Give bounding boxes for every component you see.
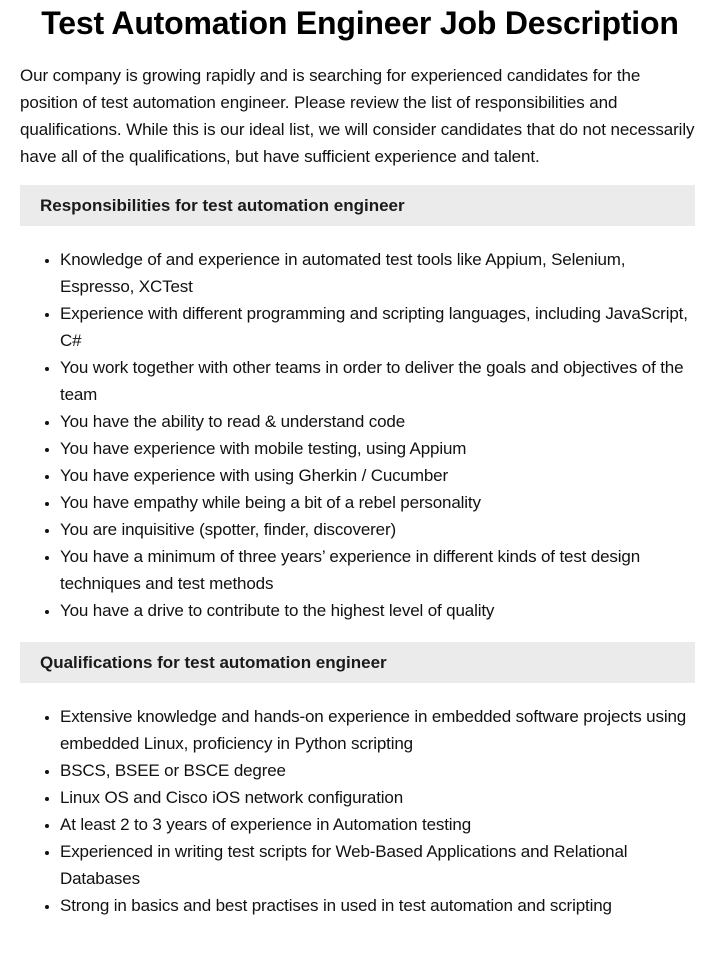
list-item: • Experience with different programming and scripting languages, including JavaScript, C# — [60, 300, 700, 354]
list-item: • Extensive knowledge and hands-on experience in embedded software projects using embedded Linux, proficiency in Python scripting — [60, 703, 700, 757]
list-item: • Knowledge of and experience in automated test tools like Appium, Selenium, Espresso, XCTest — [60, 246, 700, 300]
list-item: • You have a minimum of three years’ experience in different kinds of test design techniques and test methods — [60, 543, 700, 597]
responsibilities-heading: Responsibilities for test automation engineer — [20, 185, 695, 226]
list-item: • You have experience with mobile testing, using Appium — [60, 435, 700, 462]
list-item: • Experienced in writing test scripts for Web-Based Applications and Relational Databases — [60, 838, 700, 892]
qualifications-heading: Qualifications for test automation engineer — [20, 642, 695, 683]
list-item: • Linux OS and Cisco iOS network configuration — [60, 784, 700, 811]
qualifications-list — [0, 703, 700, 919]
list-item: • BSCS, BSEE or BSCE degree — [60, 757, 700, 784]
list-item: • You are inquisitive (spotter, finder, discoverer) — [60, 516, 700, 543]
list-item: • You have experience with using Gherkin / Cucumber — [60, 462, 700, 489]
list-item: • At least 2 to 3 years of experience in Automation testing — [60, 811, 700, 838]
list-item: • You have the ability to read & understand code — [60, 408, 700, 435]
responsibilities-list — [0, 246, 700, 624]
intro-paragraph: Our company is growing rapidly and is searching for experienced candidates for the position of test automation engineer. Please review the list of responsibilities and qualifications. While this is our ideal list, we will consider candidates that do not necessarily have all of the qualifications, but have sufficient experience and talent. — [20, 66, 695, 166]
list-item: • You have empathy while being a bit of a rebel personality — [60, 489, 700, 516]
list-item: • You have a drive to contribute to the highest level of quality — [60, 597, 700, 624]
page-title: Test Automation Engineer Job Description — [41, 5, 679, 41]
list-item: • You work together with other teams in order to deliver the goals and objectives of the team — [60, 354, 700, 408]
list-item: • Strong in basics and best practises in used in test automation and scripting — [60, 892, 700, 919]
